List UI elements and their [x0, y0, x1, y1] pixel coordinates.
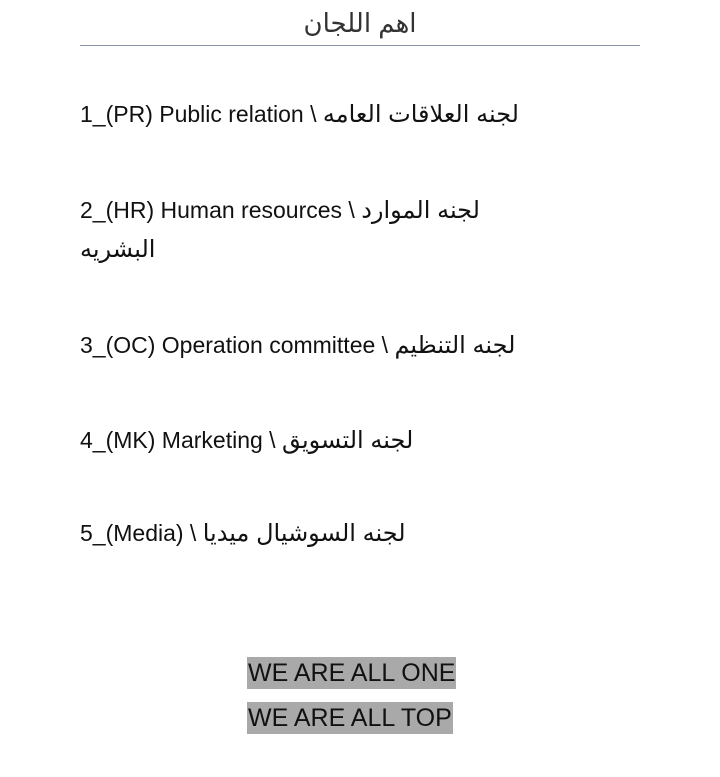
- committee-label: 3_(OC) Operation committee \: [80, 332, 395, 358]
- committee-item-mk: [80, 422, 600, 459]
- title-divider: [80, 45, 640, 46]
- committee-arabic-name: لجنه الموارد: [361, 197, 480, 224]
- committee-label: 1_(PR) Public relation \: [80, 101, 323, 127]
- committee-item-hr: [80, 192, 600, 229]
- committee-label: 4_(MK) Marketing \: [80, 427, 282, 453]
- committee-label: 5_(Media) \: [80, 520, 203, 546]
- committee-arabic-name: لجنه السوشيال ميديا: [202, 520, 406, 547]
- committee-arabic-name: لجنه التنظيم: [394, 332, 516, 359]
- committee-item-pr: [80, 96, 600, 133]
- page-title: اهم اللجان: [303, 8, 417, 38]
- committee-item-media: [80, 515, 600, 552]
- committee-item-oc: [80, 327, 600, 364]
- slogan-line: WE ARE ALL TOP: [248, 704, 452, 732]
- committee-arabic-name: لجنه العلاقات العامه: [322, 101, 519, 128]
- slogan-line: WE ARE ALL ONE: [248, 659, 456, 687]
- committee-arabic-name: لجنه التسويق: [281, 427, 414, 454]
- committee-label: 2_(HR) Human resources \: [80, 197, 362, 223]
- committee-arabic-name-continued: البشريه: [80, 236, 156, 263]
